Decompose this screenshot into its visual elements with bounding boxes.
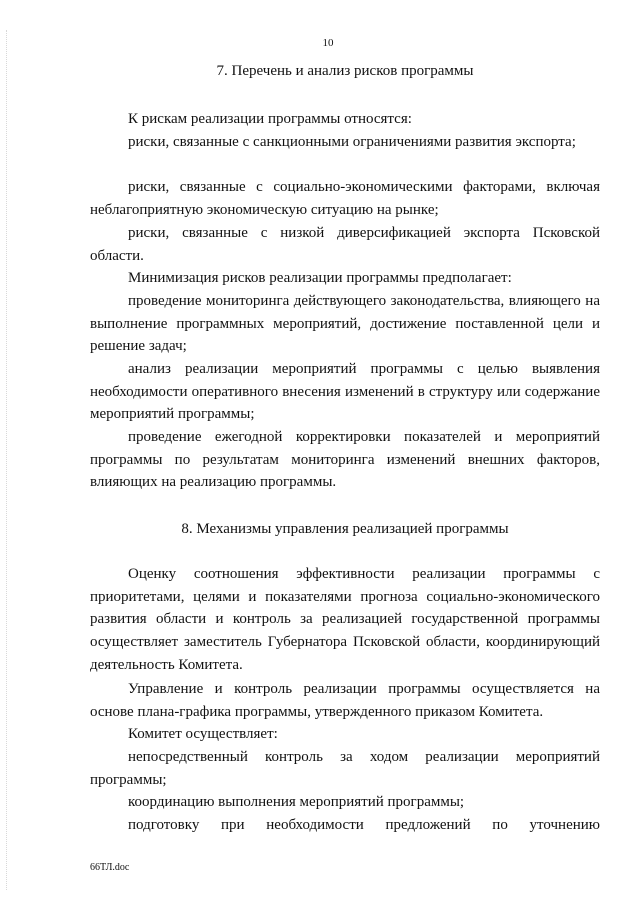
page-number: 10 [322, 37, 334, 49]
s8-paragraph-2: Управление и контроль реализации программы осуществляется на основе плана-графика программы, утвержденного приказом Комитета. [90, 681, 600, 720]
s8-paragraph-1: Оценку соотношения эффективности реализации программы с приоритетами, целями и показателями прогноза социально-экономического развития области и контроль за реализацией государственной программы осуществляет заместитель Губернатора Псковской области, координирующий деятельность Комитета. [90, 566, 600, 673]
s7-paragraph-4: риски, связанные с низкой диверсификацией экспорта Псковской области. [90, 225, 600, 264]
s8-paragraph-6: подготовку при необходимости предложений по уточнению [128, 817, 600, 833]
s7-paragraph-1: К рискам реализации программы относятся: [128, 111, 412, 127]
s8-paragraph-3: Комитет осуществляет: [128, 726, 278, 742]
s7-paragraph-6: проведение мониторинга действующего законодательства, влияющего на выполнение программных мероприятий, достижение поставленной цели и решение задач; [90, 293, 600, 355]
s8-paragraph-4: непосредственный контроль за ходом реализации мероприятий программы; [90, 749, 600, 788]
s7-paragraph-8: проведение ежегодной корректировки показателей и мероприятий программы по результатам мониторинга изменений внешних факторов, влияющих на реализацию программы. [90, 429, 600, 491]
s7-paragraph-5: Минимизация рисков реализации программы предполагает: [128, 270, 512, 286]
section-8-heading: 8. Механизмы управления реализацией программы [181, 521, 509, 537]
section-7-heading: 7. Перечень и анализ рисков программы [216, 63, 474, 79]
s8-paragraph-5: координацию выполнения мероприятий программы; [128, 794, 465, 810]
footer-filename: 66ТЛ.doc [90, 862, 130, 873]
s7-paragraph-2: риски, связанные с санкционными ограничениями развития экспорта; [128, 134, 576, 150]
scan-edge-mark [6, 30, 8, 890]
s7-paragraph-7: анализ реализации мероприятий программы с целью выявления необходимости оперативного внесения изменений в структуру или содержание мероприятий программы; [90, 361, 600, 423]
s7-paragraph-3: риски, связанные с социально-экономическими факторами, включая неблагоприятную экономическую ситуацию на рынке; [90, 179, 600, 218]
